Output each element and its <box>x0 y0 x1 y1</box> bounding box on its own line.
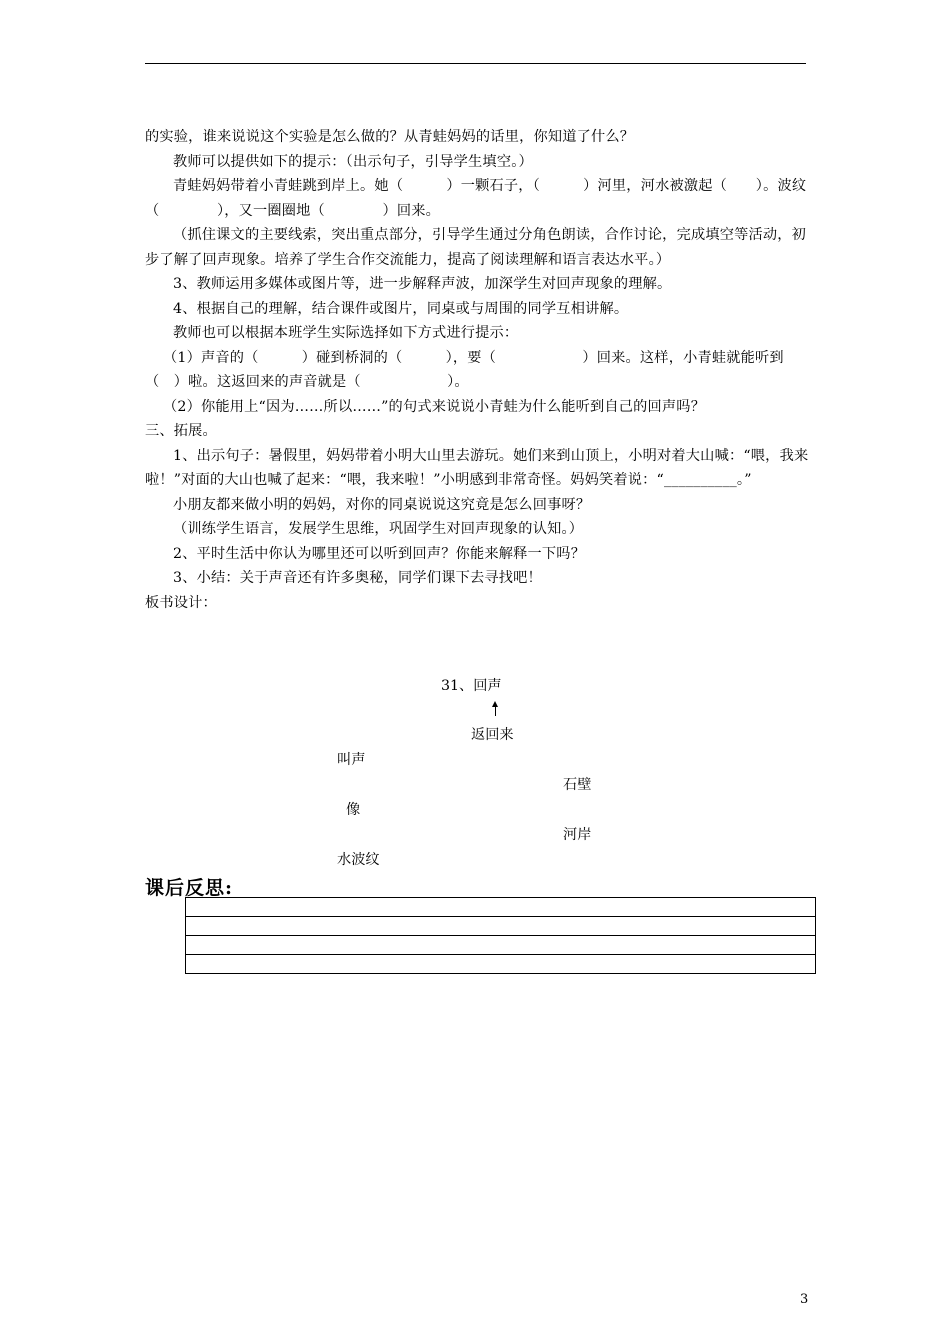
paragraph: 教师可以提供如下的提示：（出示句子，引导学生填空。） <box>173 153 533 170</box>
paragraph: 的实验，谁来说说这个实验是怎么做的？从青蛙妈妈的话里，你知道了什么？ <box>145 129 635 145</box>
paragraph: 小朋友都来做小明的妈妈，对你的同桌说说这究竟是怎么回事呀？ <box>173 496 591 513</box>
reflection-title: 课后反思: <box>145 877 234 899</box>
paragraph: 板书设计： <box>145 594 217 611</box>
reflection-row <box>186 955 816 974</box>
up-arrow-icon <box>492 701 498 707</box>
paragraph: 三、拓展。 <box>145 423 217 439</box>
board-title: 31、回声 <box>441 678 502 694</box>
paragraph: 教师也可以根据本班学生实际选择如下方式进行提示： <box>173 325 519 341</box>
board-call: 叫声 <box>337 752 366 768</box>
paragraph: 4、根据自己的理解，结合课件或图片，同桌或与周围的同学互相讲解。 <box>173 300 629 317</box>
paragraph: （训练学生语言，发展学生思维，巩固学生对回声现象的认知。） <box>173 521 584 537</box>
reflection-cell[interactable] <box>186 898 816 917</box>
board-return: 返回来 <box>471 727 514 743</box>
reflection-row <box>186 917 816 936</box>
paragraph: 青蛙妈妈带着小青蛙跳到岸上。她（ ）一颗石子，（ ）河里，河水被激起（ ）。波纹（ ），又一圈圈地（ ）回来。 <box>145 178 807 219</box>
paragraph: 2、平时生活中你认为哪里还可以听到回声？你能来解释一下吗？ <box>173 545 586 562</box>
paragraph: 3、小结：关于声音还有许多奥秘，同学们课下去寻找吧！ <box>173 570 542 586</box>
board-like: 像 <box>346 802 361 818</box>
board-bank: 河岸 <box>563 827 592 843</box>
paragraph: （2）你能用上“因为……所以……”的句式来说说小青蛙为什么能听到自己的回声吗？ <box>163 398 706 415</box>
reflection-cell[interactable] <box>186 936 816 955</box>
reflection-cell[interactable] <box>186 955 816 974</box>
paragraph: 1、出示句子：暑假里，妈妈带着小明大山里去游玩。她们来到山顶上，小明对着大山喊：“喂，我来啦！”对面的大山也喊了起来：“喂，我来啦！”小明感到非常奇怪。妈妈笑着说：“__________。” <box>145 447 809 488</box>
board-rock: 石壁 <box>563 777 592 793</box>
reflection-cell[interactable] <box>186 917 816 936</box>
paragraph: （1）声音的（ ）碰到桥洞的（ ），要（ ）回来。这样，小青蛙就能听到（ ）啦。这返回来的声音就是（ ）。 <box>145 349 784 390</box>
reflection-row <box>186 936 816 955</box>
page-number: 3 <box>800 1292 809 1307</box>
board-ripple: 水波纹 <box>337 852 380 868</box>
lesson-body <box>145 125 810 615</box>
paragraph: 3、教师运用多媒体或图片等，进一步解释声波，加深学生对回声现象的理解。 <box>173 276 672 292</box>
reflection-row <box>186 898 816 917</box>
header-rule <box>145 63 806 64</box>
reflection-table <box>185 897 816 974</box>
paragraph: （抓住课文的主要线索，突出重点部分，引导学生通过分角色朗读，合作讨论，完成填空等活动，初步了解了回声现象。培养了学生合作交流能力，提高了阅读理解和语言表达水平。） <box>145 227 807 268</box>
